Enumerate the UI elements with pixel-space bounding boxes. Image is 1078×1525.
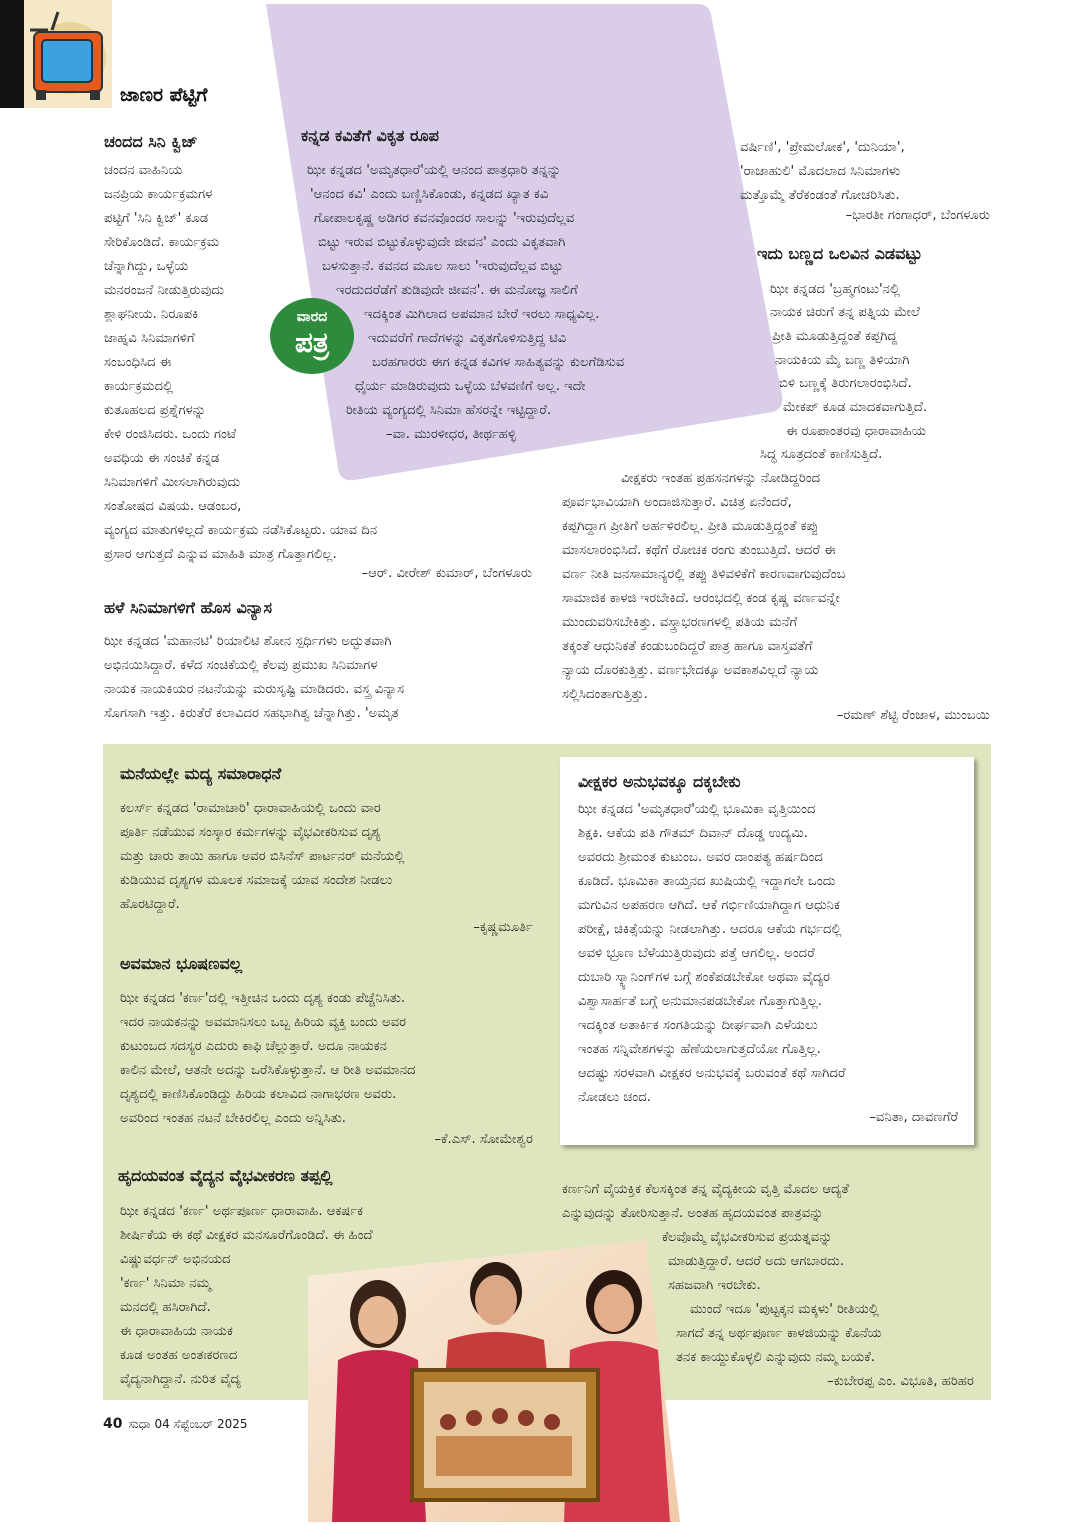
color-line: ವೀಕ್ಷಕರು ಇಂತಹ ಪ್ರಹಸನಗಳನ್ನು ನೋಡಿದ್ದರಿಂದ: [621, 471, 821, 486]
quiz-signature: –ಆರ್. ವೀರೇಶ್ ಕುಮಾರ್, ಬೆಂಗಳೂರು: [361, 566, 532, 581]
insult-line: ಕುಟುಂಬದ ಸದಸ್ಯರ ಎದುರು ಕಾಫಿ ಚೆಲ್ಲುತ್ತಾರೆ. ಅದೂ ನಾಯಕನ: [120, 1039, 387, 1054]
quiz-line: ಸೇರಿಕೊಂಡಿದೆ. ಕಾರ್ಯಕ್ರಮ: [104, 235, 220, 250]
quiz-line: ಜನಪ್ರಿಯ ಕಾರ್ಯಕ್ರಮಗಳ: [104, 187, 213, 202]
section-title: ಜಾಣರ ಪೆಟ್ಟಿಗೆ: [120, 84, 208, 106]
color-line: ವರ್ಣ ನೀತಿ ಜನಸಾಮಾನ್ಯರಲ್ಲಿ ತಪ್ಪು ತಿಳಿವಳಿಕೆಗೆ ಕಾರಣವಾಗುವುದೆಂಬ: [562, 567, 846, 582]
poem-line: ಗೋಪಾಲಕೃಷ್ಣ ಅಡಿಗರ ಕವನವೊಂದರ ಸಾಲನ್ನು 'ಇರುವುದೆಲ್ಲವ: [314, 211, 575, 226]
quiz-line: ಶ್ಲಾಘನೀಯ. ನಿರೂಪಕಿ: [104, 307, 199, 322]
poem-line: ಬಳಸುತ್ತಾನೆ. ಕವನದ ಮೂಲ ಸಾಲು 'ಇರುವುದೆಲ್ಲವ ಬಿಟ್ಟು: [322, 259, 564, 274]
poem-line: ಇರದುದರೆಡೆಗೆ ತುಡಿವುದೇ ಜೀವನ'. ಈ ಮನೋಜ್ಞ ಸಾಲಿಗೆ: [336, 283, 578, 298]
doctor-line: ಎನ್ನುವುದನ್ನು ತೋರಿಸುತ್ತಾನೆ. ಅಂತಹ ಹೃದಯವಂತ ಪಾತ್ರವನ್ನು: [562, 1206, 824, 1221]
badge-line2: ಪತ್ರ: [295, 326, 329, 359]
doctor-line: ತನಕ ಕಾಯ್ದುಕೊಳ್ಳಲಿ ಎನ್ನುವುದು ನಮ್ಮ ಬಯಕೆ.: [676, 1350, 876, 1365]
color-signature: –ರಮಣ್ ಶೆಟ್ಟಿ ರೆಂಜಾಳ, ಮುಂಬಯಿ: [836, 708, 990, 723]
liquor-body: [120, 797, 405, 917]
insult-line: ಇದರ ನಾಯಕನನ್ನು ಅವಮಾನಿಸಲು ಒಬ್ಬ ಹಿರಿಯ ವ್ಯಕ್ತಿ ಬಂದು ಅವರ: [120, 1015, 407, 1030]
color-line: ಪೂರ್ವಭಾವಿಯಾಗಿ ಅಂದಾಜಿಸುತ್ತಾರೆ. ವಿಚಿತ್ರ ಏನೆಂದರೆ,: [562, 495, 792, 510]
insult-line: ಝೀ ಕನ್ನಡದ 'ಕರ್ಣ'ದಲ್ಲಿ ಇತ್ತೀಚಿನ ಒಂದು ದೃಶ್ಯ ಕಂಡು ಪೆಚ್ಚೆನಿಸಿತು.: [120, 991, 406, 1006]
quiz-line: ಚಂದನ ವಾಹಿನಿಯ: [104, 163, 183, 178]
color-line: ಸಿದ್ಧ ಸೂತ್ರದಂತೆ ಕಾಣಿಸುತ್ತಿದೆ.: [760, 447, 883, 462]
quiz-line: ಸಿನಿಮಾಗಳಿಗೆ ಮೀಸಲಾಗಿರುವುದು: [104, 475, 241, 490]
viewer-line: ಪರೀಕ್ಷೆ, ಚಿಕಿತ್ಸೆಯನ್ನು ನೀಡಲಾಗಿತ್ತು. ಆದರೂ ಆಕೆಯ ಗರ್ಭದಲ್ಲಿ: [578, 922, 842, 937]
liquor-line: ಕುಡಿಯುವ ದೃಶ್ಯಗಳ ಮೂಲಕ ಸಮಾಜಕ್ಕೆ ಯಾವ ಸಂದೇಶ ನೀಡಲು: [120, 873, 393, 888]
poem-line: ಇದಕ್ಕಿಂತ ಮಿಗಿಲಾದ ಅಪಮಾನ ಬೇರೆ ಇರಲು ಸಾಧ್ಯವಿಲ್ಲ.: [364, 307, 600, 322]
insult-title: ಅವಮಾನ ಭೂಷಣವಲ್ಲ: [120, 954, 243, 973]
badge-line1: ವಾರದ: [296, 309, 328, 325]
liquor-line: ಮತ್ತು ಚಾರು ತಾಯಿ ಹಾಗೂ ಅವರ ಬಿಸಿನೆಸ್ ಪಾರ್ಟನರ್ ಮನೆಯಲ್ಲಿ: [120, 849, 405, 864]
color-body-wide: [562, 491, 846, 707]
liquor-line: ಕಲರ್ಸ್ ಕನ್ನಡದ 'ರಾಮಾಚಾರಿ' ಧಾರಾವಾಹಿಯಲ್ಲಿ ಒಂದು ವಾರ: [120, 801, 381, 816]
viewer-line: ಆದಷ್ಟು ಸರಳವಾಗಿ ವೀಕ್ಷಕರ ಅನುಭವಕ್ಕೆ ಬರುವಂತೆ ಕಥೆ ಸಾಗಿದರೆ: [578, 1066, 846, 1081]
viewer-line: ಮಗುವಿನ ಅಪಹರಣ ಆಗಿದೆ. ಆಕೆ ಗರ್ಭಿಣಿಯಾಗಿದ್ದಾಗ ಆಧುನಿಕ: [578, 898, 840, 913]
viewer-line: ಅವಳಿ ಭ್ರೂಣ ಬೆಳೆಯುತ್ತಿರುವುದು ಪತ್ತೆ ಆಗಲಿಲ್ಲ. ಅಂದರೆ: [578, 946, 815, 961]
prev-letter-continuation: [740, 136, 905, 208]
liquor-signature: –ಕೃಷ್ಣಮೂರ್ತಿ: [473, 920, 533, 935]
continuation-line: ಮತ್ತೊಮ್ಮೆ ತೆರೆಕಂಡಂತೆ ಗೋಚರಿಸಿತು.: [740, 188, 900, 203]
doctor-line: ಕೆಲವೊಮ್ಮೆ ವೈಭವೀಕರಿಸುವ ಪ್ರಯತ್ನವನ್ನು: [662, 1230, 833, 1245]
old-movies-line: ಅಭಿನಯಿಸಿದ್ದಾರೆ. ಕಳೆದ ಸಂಚಿಕೆಯಲ್ಲಿ ಕೆಲವು ಪ್ರಮುಖ ಸಿನಿಮಾಗಳ: [104, 658, 378, 673]
old-movies-body: [104, 630, 404, 726]
viewer-line: ನೋಡಲು ಚಂದ.: [578, 1090, 651, 1105]
viewer-line: ಅವರದು ಶ್ರೀಮಂತ ಕುಟುಂಬ. ಅವರ ದಾಂಪತ್ಯ ಹರ್ಷದಿಂದ: [578, 850, 823, 865]
doctor-line: ಸಾಗದೆ ತನ್ನ ಅರ್ಥಪೂರ್ಣ ಕಾಳಜಿಯನ್ನು ಕೊನೆಯ: [676, 1326, 882, 1341]
continuation-line: 'ರಾಜಾಹುಲಿ' ಮೊದಲಾದ ಸಿನಿಮಾಗಳು: [740, 164, 901, 179]
viewer-line: ಶಿಕ್ಷಕಿ. ಆಕೆಯ ಪತಿ ಗೌತಮ್ ದಿವಾನ್ ದೊಡ್ಡ ಉದ್ಯಮಿ.: [578, 826, 808, 841]
doctor-line: ವೈದ್ಯನಾಗಿದ್ದಾನೆ. ನುರಿತ ವೈದ್ಯ: [120, 1372, 241, 1387]
color-line: ತಕ್ಕಂತೆ ಆಧುನಿಕತೆ ಕಂಡುಬಂದಿದ್ದರೆ ಪಾತ್ರ ಹಾಗೂ ವಾಸ್ತವತೆಗೆ: [562, 639, 813, 654]
color-line: ಕಪ್ಪಗಿದ್ದಾಗ ಪ್ರೀತಿಗೆ ಅರ್ಹಳಿರಲಿಲ್ಲ. ಪ್ರೀತಿ ಮೂಡುತ್ತಿದ್ದಂತೆ ಕಪ್ಪು: [562, 519, 819, 534]
viewer-body: [578, 798, 846, 1110]
insult-line: ದೃಶ್ಯದಲ್ಲಿ ಕಾಣಿಸಿಕೊಂಡಿದ್ದು ಹಿರಿಯ ಕಲಾವಿದ ನಾಗಾಭರಣ ಅವರು.: [120, 1087, 397, 1102]
color-line: ನಾಯಕ ಚಿರುಗೆ ತನ್ನ ಪತ್ನಿಯ ಮೇಲೆ: [770, 305, 920, 320]
doctor-line: ಝೀ ಕನ್ನಡದ 'ಕರ್ಣ' ಅರ್ಥಪೂರ್ಣ ಧಾರಾವಾಹಿ. ಆಕರ್ಷಕ: [120, 1204, 364, 1219]
viewer-line: ವಿಶ್ವಾಸಾರ್ಹತೆ ಬಗ್ಗೆ ಅನುಮಾನಪಡಬೇಕೋ ಗೊತ್ತಾಗುತ್ತಿಲ್ಲ.: [578, 994, 822, 1009]
color-line: ಮಾಸಲಾರಂಭಿಸಿದೆ. ಕಥೆಗೆ ರೋಚಕ ರಂಗು ತುಂಬುತ್ತಿದೆ. ಆದರೆ ಈ: [562, 543, 836, 558]
continuation-line: ವರ್ಷಿಣಿ', 'ಪ್ರೇಮಲೋಕ', 'ದುನಿಯಾ',: [740, 140, 905, 155]
color-line: ಮುಂದುವರಿಸಬೇಕಿತ್ತು. ವಸ್ತ್ರಾಭರಣಗಳಲ್ಲಿ ಪತಿಯ ಮನೆಗೆ: [562, 615, 798, 630]
tv-logo-icon: [0, 0, 112, 108]
liquor-line: ಪೂರ್ತಿ ನಡೆಯುವ ಸಂಸ್ಕಾರ ಕರ್ಮಗಳನ್ನು ವೈಭವೀಕರಿಸುವ ದೃಶ್ಯ: [120, 825, 381, 840]
insult-signature: –ಕೆ.ಎಸ್. ಸೋಮೇಶ್ವರ: [434, 1132, 533, 1147]
color-title: ಇದು ಬಣ್ಣದ ಒಲವಿನ ಎಡವಟ್ಟು: [757, 244, 923, 263]
viewer-line: ಇಂತಹ ಸನ್ನಿವೇಶಗಳನ್ನು ಹೆಣೆಯಲಾಗುತ್ತದೆಯೋ ಗೊತ್ತಿಲ್ಲ.: [578, 1042, 821, 1057]
magazine-date: ಸುಧಾ 04 ಸೆಪ್ಟೆಂಬರ್ 2025: [128, 1417, 248, 1431]
doctor-line: ಶೀರ್ಷಿಕೆಯ ಈ ಕಥೆ ವೀಕ್ಷಕರ ಮನಸೂರೆಗೊಂಡಿದೆ. ಈ ಹಿಂದೆ: [120, 1228, 373, 1243]
quiz-line: ಸಂಬಂಧಿಸಿದ ಈ: [104, 355, 172, 370]
poem-line: ಝೀ ಕನ್ನಡದ 'ಅಮೃತಧಾರೆ'ಯಲ್ಲಿ ಆನಂದ ಪಾತ್ರಧಾರಿ ತನ್ನನ್ನು: [307, 163, 562, 178]
doctor-line: ವಿಷ್ಣುವರ್ಧನ್ ಅಭಿನಯದ: [120, 1252, 231, 1267]
quiz-line: ಚೆನ್ನಾಗಿದ್ದು, ಒಳ್ಳೆಯ: [104, 259, 189, 274]
page-footer: [103, 1414, 247, 1434]
quiz-line: ಮನರಂಜನೆ ನೀಡುತ್ತಿರುವುದು: [104, 283, 225, 298]
color-line: ಝೀ ಕನ್ನಡದ 'ಬ್ರಹ್ಮಗಂಟು'ನಲ್ಲಿ: [770, 282, 900, 297]
viewer-line: ದುಬಾರಿ ಸ್ಕ್ಯಾನಿಂಗ್‌ಗಳ ಬಗ್ಗೆ ಶಂಕೆಪಡಬೇಕೋ ಅಥವಾ ವೈದ್ಯರ: [578, 970, 831, 985]
doctor-line: ಈ ಧಾರಾವಾಹಿಯ ನಾಯಕ: [120, 1324, 233, 1339]
poem-line: ಬರಹಗಾರರು ಈಗ ಕನ್ನಡ ಕವಿಗಳ ಸಾಹಿತ್ಯವನ್ನು ಕುಲಗೆಡಿಸುವ: [372, 355, 625, 370]
doctor-line: ಕೂಡ ಅಂತಹ ಅಂತಃಕರಣದ: [120, 1348, 238, 1363]
quiz-line: ಕೇಳಿ ರಂಜಿಸಿದರು. ಒಂದು ಗಂಟೆ: [104, 427, 237, 442]
liquor-title: ಮನೆಯಲ್ಲೇ ಮದ್ಯ ಸಮಾರಾಧನೆ: [120, 764, 282, 783]
color-line: ಸಾಮಾಜಿಕ ಕಾಳಜಿ ಇರಬೇಕಿದೆ. ಆರಂಭದಲ್ಲಿ ಕಂಡ ಕೃಷ್ಣ ವರ್ಣವನ್ನೇ: [562, 591, 840, 606]
quiz-line: ಪಟ್ಟಿಗೆ 'ಸಿನಿ ಕ್ವಿಜ್' ಕೂಡ: [104, 211, 209, 226]
quiz-line: ಕಾರ್ಯಕ್ರಮದಲ್ಲಿ: [104, 379, 174, 394]
doctor-line: 'ಕರ್ಣ' ಸಿನಿಮಾ ನಮ್ಮ: [120, 1276, 211, 1291]
poem-line: 'ಆನಂದ ಕವಿ' ಎಂದು ಬಣ್ಣಿಸಿಕೊಂಡು, ಕನ್ನಡದ ಖ್ಯಾತ ಕವಿ: [310, 187, 549, 202]
quiz-line: ಸಂತೋಷದ ವಿಷಯ. ಆಡಂಬರ,: [104, 499, 242, 514]
liquor-line: ಹೊರಟಿದ್ದಾರೆ.: [120, 897, 180, 912]
poem-line: ರೀತಿಯ ವ್ಯಂಗ್ಯದಲ್ಲಿ ಸಿನಿಮಾ ಹೆಸರನ್ನೇ ಇಟ್ಟಿದ್ದಾರೆ.: [346, 403, 552, 418]
viewer-line: ಝೀ ಕನ್ನಡದ 'ಅಮೃತಧಾರೆ'ಯಲ್ಲಿ ಭೂಮಿಕಾ ವೃತ್ತಿಯಿಂದ: [578, 802, 816, 817]
color-line: ಪ್ರೀತಿ ಮೂಡುತ್ತಿದ್ದಂತೆ ಕಪ್ಪಗಿದ್ದ: [772, 329, 898, 344]
poem-line: ಬಿಟ್ಟು ಇರುವ ಬಿಟ್ಟುಕೊಳ್ಳುವುದೇ ಜೀವನ' ಎಂದು ವಿಕೃತವಾಗಿ: [318, 235, 566, 250]
viewer-line: ಇದಕ್ಕಿಂತ ಅತಾರ್ಕಿಕ ಸಂಗತಿಯನ್ನು ದೀರ್ಘವಾಗಿ ಎಳೆಯಲು: [578, 1018, 818, 1033]
poem-title: ಕನ್ನಡ ಕವಿತೆಗೆ ವಿಕೃತ ರೂಪ: [301, 126, 439, 145]
insult-line: ಅವರಿಂದ ಇಂತಹ ನಟನೆ ಬೇಕಿರಲಿಲ್ಲ ಎಂದು ಅನ್ನಿಸಿತು.: [120, 1111, 346, 1126]
continuation-signature: –ಭಾರತೀ ಗಂಗಾಧರ್, ಬೆಂಗಳೂರು: [845, 208, 990, 223]
viewer-signature: –ವನಿತಾ, ದಾವಣಗೆರೆ: [869, 1110, 958, 1125]
old-movies-line: ಝೀ ಕನ್ನಡದ 'ಮಹಾನಟಿ' ರಿಯಾಲಿಟಿ ಶೋನ ಸ್ಪರ್ಧಿಗಳು ಅದ್ಭುತವಾಗಿ: [104, 634, 392, 649]
doctor-line: ಕರ್ಣನಿಗೆ ವೈಯಕ್ತಿಕ ಕೆಲಸಕ್ಕಿಂತ ತನ್ನ ವೈದ್ಯಕೀಯ ವೃತ್ತಿ ಮೊದಲ ಆದ್ಯತೆ: [562, 1182, 849, 1197]
quiz-line: ವ್ಯಂಗ್ಯದ ಮಾತುಗಳಿಲ್ಲದೆ ಕಾರ್ಯಕ್ರಮ ನಡೆಸಿಕೊಟ್ಟರು. ಯಾವ ದಿನ: [104, 523, 378, 538]
quiz-line: ಕುತೂಹಲದ ಪ್ರಶ್ನೆಗಳನ್ನು: [104, 403, 207, 418]
quiz-line: ಜಾಹ್ನವಿ ಸಿನಿಮಾಗಳಿಗೆ: [104, 331, 195, 346]
old-movies-line: ನಾಯಕ ನಾಯಕಿಯರ ನಟನೆಯನ್ನು ಮರುಸೃಷ್ಟಿ ಮಾಡಿದರು. ವಸ್ತ್ರ ವಿನ್ಯಾಸ: [104, 682, 405, 697]
color-line: ಮೇಕಪ್ ಕೂಡ ಮಾದಕವಾಗುತ್ತಿದೆ.: [783, 400, 928, 415]
old-movies-line: ಸೊಗಸಾಗಿ ಇತ್ತು. ಕಿರುತೆರೆ ಕಲಾವಿದರ ಸಹಭಾಗಿತ್ವ ಚೆನ್ನಾಗಿತ್ತು. 'ಅಮೃತ: [104, 706, 399, 721]
doctor-line: ಮಾಡುತ್ತಿದ್ದಾರೆ. ಆದರೆ ಅದು ಆಗಬಾರದು.: [668, 1254, 845, 1269]
doctor-signature: –ಕುಬೇರಪ್ಪ ಎಂ. ವಿಭೂತಿ, ಹರಿಹರ: [827, 1374, 974, 1389]
doctor-line: ಸಹಜವಾಗಿ ಇರಬೇಕು.: [668, 1278, 761, 1293]
poem-signature: –ವಾ. ಮುರಳೀಧರ, ತೀರ್ಥಹಳ್ಳಿ: [386, 427, 516, 442]
insult-body: [120, 987, 416, 1131]
quiz-line: ಅವಧಿಯ ಈ ಸಂಚಿಕೆ ಕನ್ನಡ: [104, 451, 220, 466]
page-number: 40: [103, 1416, 123, 1432]
poem-line: ಇದುವರೆಗೆ ಗಾದೆಗಳನ್ನು ವಿಕೃತಗೊಳಿಸುತ್ತಿದ್ದ ಟಿವಿ: [368, 331, 567, 346]
poem-line: ಧೈರ್ಯ ಮಾಡಿರುವುದು ಒಳ್ಳೆಯ ಬೆಳವಣಿಗೆ ಅಲ್ಲ. ಇದೇ: [355, 379, 586, 394]
color-line: ನಾಯಕಿಯ ಮೈ ಬಣ್ಣ ತಿಳಿಯಾಗಿ: [775, 353, 910, 368]
doctor-line: ಮನದಲ್ಲಿ ಹಸಿರಾಗಿದೆ.: [120, 1300, 211, 1315]
quiz-title: ಚಂದದ ಸಿನಿ ಕ್ವಿಜ್: [104, 132, 198, 151]
color-line: ಬಿಳಿ ಬಣ್ಣಕ್ಕೆ ತಿರುಗಲಾರಂಭಿಸಿದೆ.: [779, 376, 912, 391]
doctor-line: ಮುಂದೆ ಇದೂ 'ಪುಟ್ಟಕ್ಕನ ಮಕ್ಕಳು' ರೀತಿಯಲ್ಲಿ: [690, 1302, 879, 1317]
color-line: ಸಲ್ಲಿಸಿದಂತಾಗುತ್ತಿತ್ತು.: [562, 687, 648, 702]
old-movies-title: ಹಳೆ ಸಿನಿಮಾಗಳಿಗೆ ಹೊಸ ವಿನ್ಯಾಸ: [104, 598, 273, 617]
viewer-line: ಕೂಡಿದೆ. ಭೂಮಿಕಾ ತಾಯ್ತನದ ಖುಷಿಯಲ್ಲಿ ಇದ್ದಾಗಲೇ ಒಂದು: [578, 874, 836, 889]
serial-cast-photo: [308, 1240, 680, 1522]
insult-line: ಕಾಲಿನ ಮೇಲೆ, ಆತನೇ ಅದನ್ನು ಒರೆಸಿಕೊಳ್ಳುತ್ತಾನೆ. ಆ ರೀತಿ ಅವಮಾನದ: [120, 1063, 416, 1078]
doctor-title: ಹೃದಯವಂತ ವೈದ್ಯನ ವೈಭವೀಕರಣ ತಪ್ಪಲ್ಲಿ: [118, 1166, 333, 1185]
color-line: ನ್ಯಾಯ ದೊರಕುತ್ತಿತ್ತು. ವರ್ಣಭೇದಕ್ಕೂ ಅವಕಾಶವಿಲ್ಲದೆ ನ್ಯಾಯ: [562, 663, 819, 678]
viewer-title: ವೀಕ್ಷಕರ ಅನುಭವಕ್ಕೂ ದಕ್ಕಬೇಕು: [578, 772, 741, 791]
quiz-line: ಪ್ರಸಾರ ಆಗುತ್ತದೆ ಎನ್ನುವ ಮಾಹಿತಿ ಮಾತ್ರ ಗೊತ್ತಾಗಲಿಲ್ಲ.: [104, 547, 337, 562]
color-line: ಈ ರೂಪಾಂತರವು ಧಾರಾವಾಹಿಯ: [786, 424, 926, 439]
